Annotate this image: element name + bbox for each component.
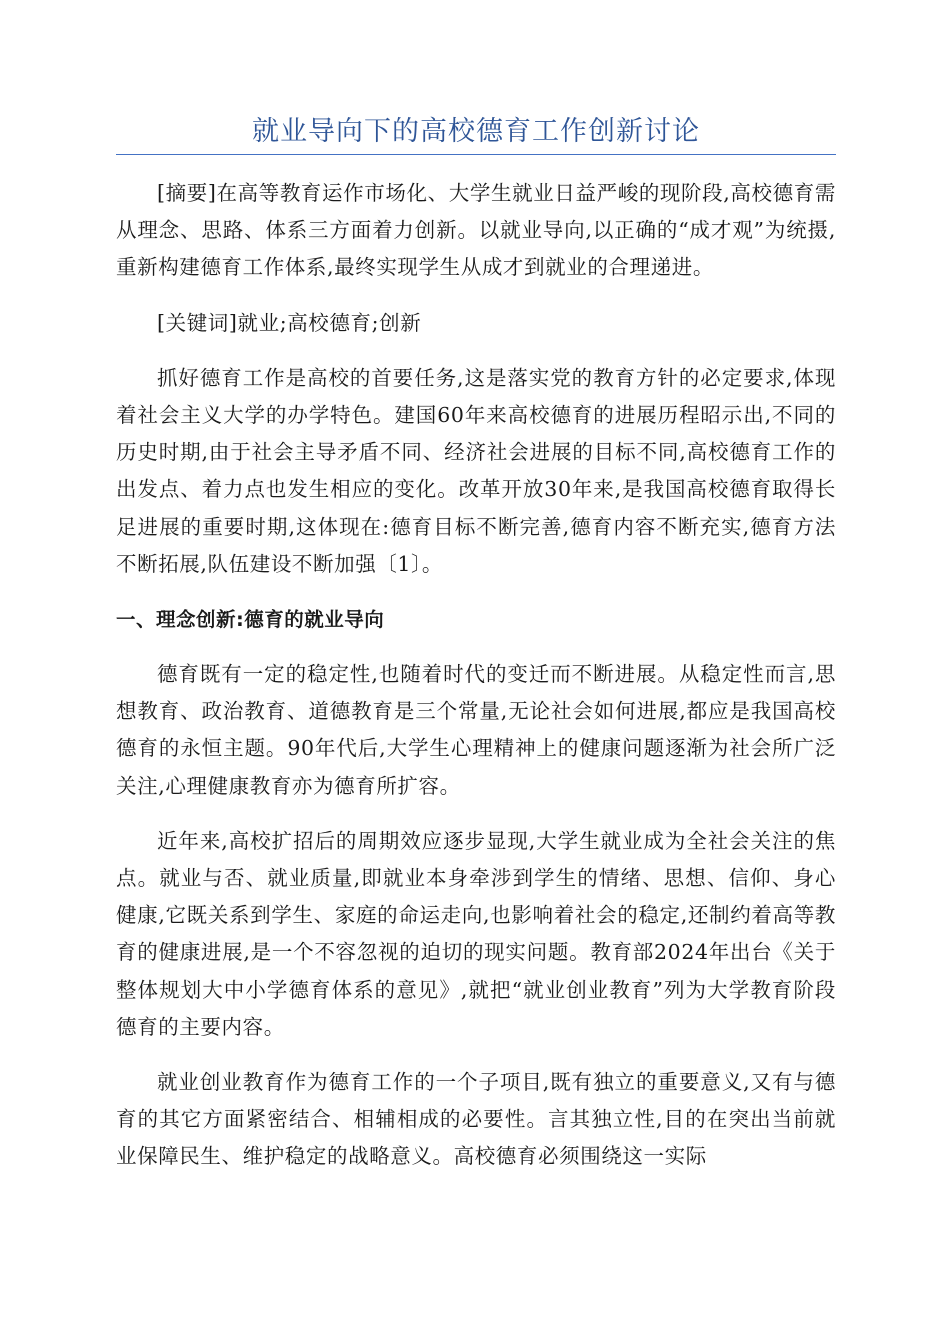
intro-paragraph: 抓好德育工作是高校的首要任务,这是落实党的教育方针的必定要求,体现着社会主义大学的办学特色。建国60年来高校德育的进展历程昭示出,不同的历史时期,由于社会主导矛盾不同、经济社会进展的目标不同,高校德育工作的出发点、着力点也发生相应的变化。改革开放30年来,是我国高校德育取得长足进展的重要时期,这体现在:德育目标不断完善,德育内容不断充实,德育方法不断拓展,队伍建设不断加强〔1〕。 xyxy=(116,365,836,576)
title-underline xyxy=(116,154,836,155)
document-title: 就业导向下的高校德育工作创新讨论 xyxy=(252,116,700,147)
body-paragraph: 德育既有一定的稳定性,也随着时代的变迁而不断进展。从稳定性而言,思想教育、政治教育、道德教育是三个常量,无论社会如何进展,都应是我国高校德育的永恒主题。90年代后,大学生心理精神上的健康问题逐渐为社会所广泛关注,心理健康教育亦为德育所扩容。 xyxy=(116,662,836,798)
document-page xyxy=(116,110,836,1194)
body-paragraph: 就业创业教育作为德育工作的一个子项目,既有独立的重要意义,又有与德育的其它方面紧密结合、相辅相成的必要性。言其独立性,目的在突出当前就业保障民生、维护稳定的战略意义。高校德育必须围绕这一实际 xyxy=(116,1070,836,1169)
abstract-paragraph: [摘要]在高等教育运作市场化、大学生就业日益严峻的现阶段,高校德育需从理念、思路、体系三方面着力创新。以就业导向,以正确的“成才观”为统摄,重新构建德育工作体系,最终实现学生从成才到就业的合理递进。 xyxy=(116,181,836,280)
section-heading: 一、理念创新:德育的就业导向 xyxy=(116,608,385,632)
keywords-paragraph: [关键词]就业;高校德育;创新 xyxy=(157,310,422,335)
body-paragraph: 近年来,高校扩招后的周期效应逐步显现,大学生就业成为全社会关注的焦点。就业与否、就业质量,即就业本身牵涉到学生的情绪、思想、信仰、身心健康,它既关系到学生、家庭的命运走向,也影响着社会的稳定,还制约着高等教育的健康进展,是一个不容忽视的迫切的现实问题。教育部2024年出台《关于整体规划大中小学德育体系的意见》,就把“就业创业教育”列为大学教育阶段德育的主要内容。 xyxy=(116,828,836,1039)
